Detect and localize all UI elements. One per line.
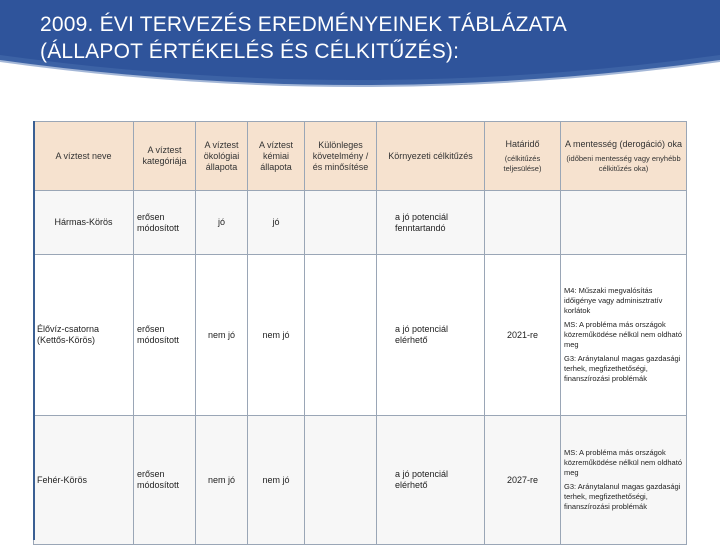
header-exemption-sub: (időbeni mentesség vagy enyhébb célkitűzés oka) — [566, 153, 681, 173]
cell-ecological: nem jó — [196, 255, 248, 416]
cell-goal: a jó potenciál elérhető — [377, 255, 485, 416]
cell-exemption — [561, 191, 687, 255]
header-exemption — [561, 122, 687, 191]
table-row — [34, 255, 687, 416]
cell-deadline — [485, 191, 561, 255]
header-special: Különleges követelmény /és minősítése — [305, 122, 377, 191]
page-title — [40, 11, 700, 65]
cell-chemical: nem jó — [248, 416, 305, 545]
cell-name: Élővíz-csatorna (Kettős-Körös) — [34, 255, 134, 416]
table-row — [34, 191, 687, 255]
cell-category: erősen módosított — [134, 255, 196, 416]
header-ecological: A víztest ökológiai állapota — [196, 122, 248, 191]
exemption-note: G3: Aránytalanul magas gazdasági terhek, megfizethetőségi, finanszírozási problémák — [564, 354, 681, 383]
exemption-note: M4: Műszaki megvalósítás időigénye vagy adminisztratív korlátok — [564, 286, 663, 315]
cell-deadline: 2021-re — [485, 255, 561, 416]
cell-exemption — [561, 255, 687, 416]
cell-chemical: jó — [248, 191, 305, 255]
cell-goal: a jó potenciál fenntartandó — [377, 191, 485, 255]
cell-category: erősen módosított — [134, 416, 196, 545]
table-left-edge — [33, 121, 35, 540]
exemption-note: G3: Aránytalanul magas gazdasági terhek, megfizethetőségi, finanszírozási problémák — [564, 482, 681, 511]
exemption-note: MS: A probléma más országok közreműködése nélkül nem oldható meg — [564, 320, 682, 349]
cell-chemical: nem jó — [248, 255, 305, 416]
cell-special — [305, 255, 377, 416]
title-banner — [0, 0, 720, 100]
header-deadline-label: Határidő — [505, 138, 540, 149]
cell-ecological: jó — [196, 191, 248, 255]
cell-category: erősen módosított — [134, 191, 196, 255]
cell-special — [305, 191, 377, 255]
cell-exemption — [561, 416, 687, 545]
cell-deadline: 2027-re — [485, 416, 561, 545]
exemption-note: MS: A probléma más országok közreműködése nélkül nem oldható meg — [564, 448, 682, 477]
cell-goal: a jó potenciál elérhető — [377, 416, 485, 545]
title-line-1: 2009. ÉVI TERVEZÉS EREDMÉNYEINEK TÁBLÁZATA — [40, 13, 567, 36]
title-line-2: (ÁLLAPOT ÉRTÉKELÉS ÉS CÉLKITŰZÉS): — [40, 40, 460, 63]
header-goal: Környezeti célkitűzés — [377, 122, 485, 191]
table-row — [34, 416, 687, 545]
header-name: A víztest neve — [34, 122, 134, 191]
table-header-row — [34, 122, 687, 191]
header-deadline-sub: (célkitűzés teljesülése) — [503, 153, 542, 173]
header-deadline — [485, 122, 561, 191]
results-table — [33, 121, 687, 545]
cell-name: Fehér-Körös — [34, 416, 134, 545]
header-exemption-label: A mentesség (derogáció) oka — [564, 138, 683, 149]
cell-name: Hármas-Körös — [34, 191, 134, 255]
header-category: A víztest kategóriája — [134, 122, 196, 191]
cell-ecological: nem jó — [196, 416, 248, 545]
header-chemical: A víztest kémiai állapota — [248, 122, 305, 191]
cell-special — [305, 416, 377, 545]
